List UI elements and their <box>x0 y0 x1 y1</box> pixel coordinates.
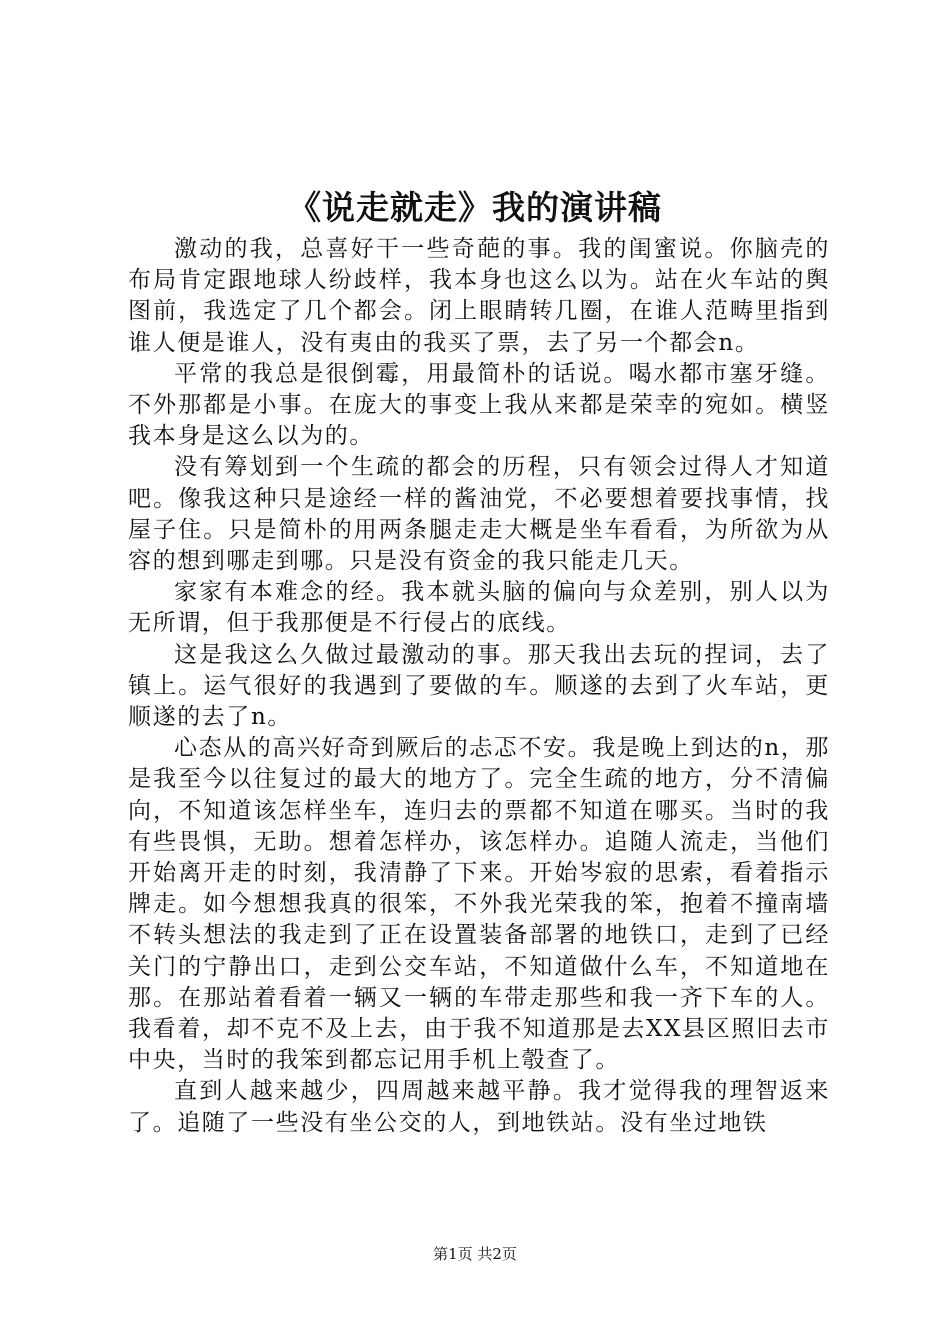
paragraph: 家家有本难念的经。我本就头脑的偏向与众差别，别人以为无所谓，但于我那便是不行侵占的底线。 <box>128 579 830 637</box>
paragraph: 直到人越来越少，四周越来越平静。我才觉得我的理智返来了。追随了一些没有坐公交的人，到地铁站。没有坐过地铁 <box>128 1078 830 1136</box>
paragraph: 平常的我总是很倒霉，用最简朴的话说。喝水都市塞牙缝。不外那都是小事。在庞大的事变上我从来都是荣幸的宛如。横竖我本身是这么以为的。 <box>128 360 830 450</box>
document-title: 《说走就走》我的演讲稿 <box>288 188 662 227</box>
page-number-footer: 第1页 共2页 <box>433 1245 517 1263</box>
paragraph: 心态从的高兴好奇到厥后的忐忑不安。我是晚上到达的n，那是我至今以往复过的最大的地方了。完全生疏的地方，分不清偏向，不知道该怎样坐车，连归去的票都不知道在哪买。当时的我有些畏惧，无助。想着怎样办，该怎样办。追随人流走，当他们开始离开走的时刻，我清静了下来。开始岑寂的思索，看着指示牌走。如今想想我真的很笨，不外我光荣我的笨，抱着不撞南墙不转头想法的我走到了正在设置装备部署的地铁口，走到了已经关门的宁静出口，走到公交车站，不知道做什么车，不知道地在那。在那站着看着一辆又一辆的车带走那些和我一齐下车的人。我看着，却不克不及上去，由于我不知道那是去XX县区照旧去市中央，当时的我笨到都忘记用手机上彀查了。 <box>128 735 831 1074</box>
document-body <box>128 234 830 1139</box>
paragraph: 没有筹划到一个生疏的都会的历程，只有领会过得人才知道吧。像我这种只是途经一样的酱油党，不必要想着要找事情，找屋子住。只是简朴的用两条腿走走大概是坐车看看，为所欲为从容的想到哪走到哪。只是没有资金的我只能走几天。 <box>128 454 830 575</box>
paragraph: 这是我这么久做过最激动的事。那天我出去玩的捏词，去了镇上。运气很好的我遇到了要做的车。顺遂的去到了火车站，更顺遂的去了n。 <box>128 641 830 731</box>
paragraph: 激动的我，总喜好干一些奇葩的事。我的闺蜜说。你脑壳的布局肯定跟地球人纷歧样，我本身也这么以为。站在火车站的舆图前，我选定了几个都会。闭上眼睛转几圈，在谁人范畴里指到谁人便是谁人，没有夷由的我买了票，去了另一个都会n。 <box>128 236 830 356</box>
